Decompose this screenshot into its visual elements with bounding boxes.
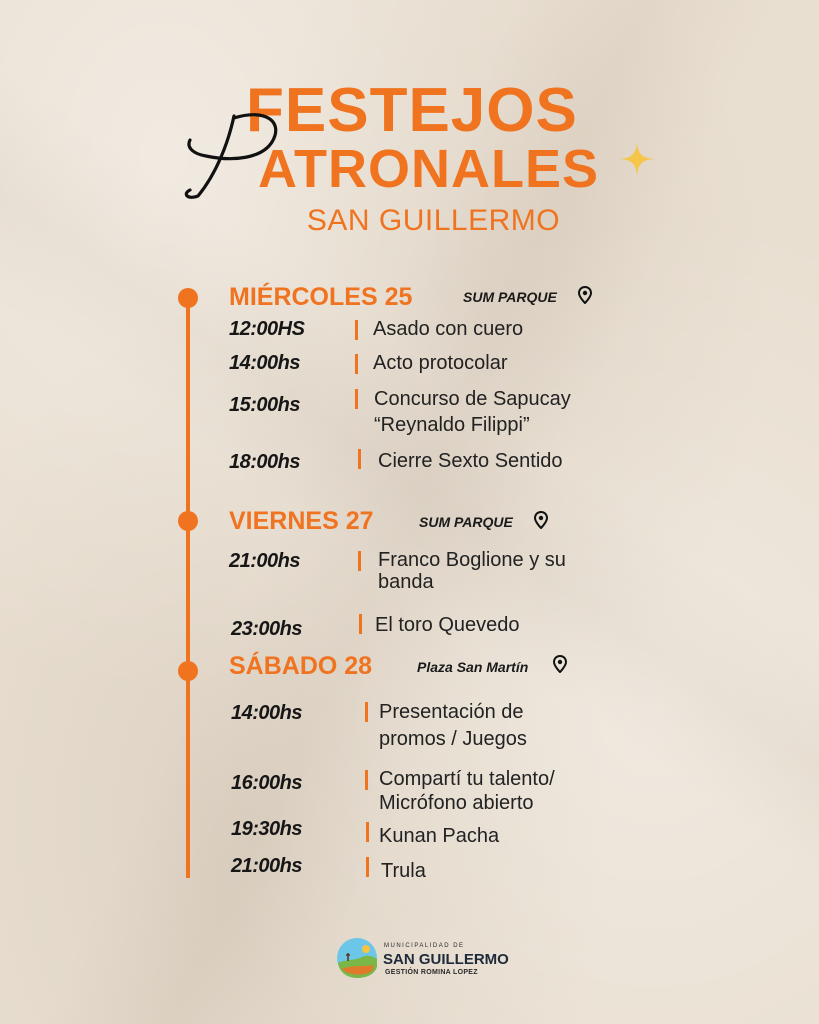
location-pin-icon xyxy=(553,655,567,673)
timeline-line xyxy=(186,296,190,878)
timeline-dot xyxy=(178,511,198,531)
event-title: Compartí tu talento/ xyxy=(379,768,555,790)
event-divider xyxy=(358,449,361,469)
day-label: SÁBADO 28 xyxy=(229,652,373,680)
location-pin-icon xyxy=(578,286,592,304)
event-title-line2: promos / Juegos xyxy=(379,728,527,750)
event-divider xyxy=(358,551,361,571)
location-pin-icon xyxy=(534,511,548,529)
event-divider xyxy=(365,770,368,790)
day-label: MIÉRCOLES 25 xyxy=(229,283,413,311)
event-title: Asado con cuero xyxy=(373,318,524,340)
event-divider xyxy=(355,354,358,374)
event-time: 21:00hs xyxy=(229,550,300,572)
subtitle-san-guillermo: SAN GUILLERMO xyxy=(306,204,561,237)
timeline-dot xyxy=(178,661,198,681)
sparkle-icon xyxy=(618,140,656,178)
event-divider xyxy=(366,857,369,877)
event-title: El toro Quevedo xyxy=(375,614,520,636)
event-time: 21:00hs xyxy=(231,855,302,877)
event-divider xyxy=(355,389,358,409)
script-p-letter-icon xyxy=(176,104,286,204)
event-title: Cierre Sexto Sentido xyxy=(378,450,563,472)
event-time: 12:00HS xyxy=(229,318,305,340)
title-festejos: FESTEJOS xyxy=(246,76,578,145)
event-time: 23:00hs xyxy=(231,618,302,640)
logo-text-gestion: GESTIÓN ROMINA LOPEZ xyxy=(385,969,478,976)
logo-text-name: SAN GUILLERMO xyxy=(383,951,509,968)
event-title: Concurso de Sapucay xyxy=(374,388,571,410)
logo-text-municipalidad: MUNICIPALIDAD DE xyxy=(384,943,465,949)
venue-label: Plaza San Martín xyxy=(417,659,529,675)
title-patronales: ATRONALES xyxy=(258,139,599,199)
day-label: VIERNES 27 xyxy=(229,507,374,535)
event-title-line2: Micrófono abierto xyxy=(379,792,534,814)
venue-label: SUM PARQUE xyxy=(463,289,557,305)
venue-label: SUM PARQUE xyxy=(419,514,513,530)
event-title: Trula xyxy=(381,860,426,882)
municipality-logo-icon xyxy=(336,937,378,979)
timeline-dot xyxy=(178,288,198,308)
event-title: Presentación de xyxy=(379,701,524,723)
event-time: 19:30hs xyxy=(231,818,302,840)
event-time: 18:00hs xyxy=(229,451,300,473)
event-title: Acto protocolar xyxy=(373,352,508,374)
event-divider xyxy=(365,702,368,722)
event-divider xyxy=(359,614,362,634)
event-title: Franco Boglione y su xyxy=(378,549,566,571)
event-time: 14:00hs xyxy=(231,702,302,724)
event-title: Kunan Pacha xyxy=(379,825,500,847)
event-time: 15:00hs xyxy=(229,394,300,416)
event-title-line2: “Reynaldo Filippi” xyxy=(374,414,530,436)
event-divider xyxy=(366,822,369,842)
event-time: 16:00hs xyxy=(231,772,302,794)
event-time: 14:00hs xyxy=(229,352,300,374)
event-divider xyxy=(355,320,358,340)
event-title-line2: banda xyxy=(378,571,434,593)
